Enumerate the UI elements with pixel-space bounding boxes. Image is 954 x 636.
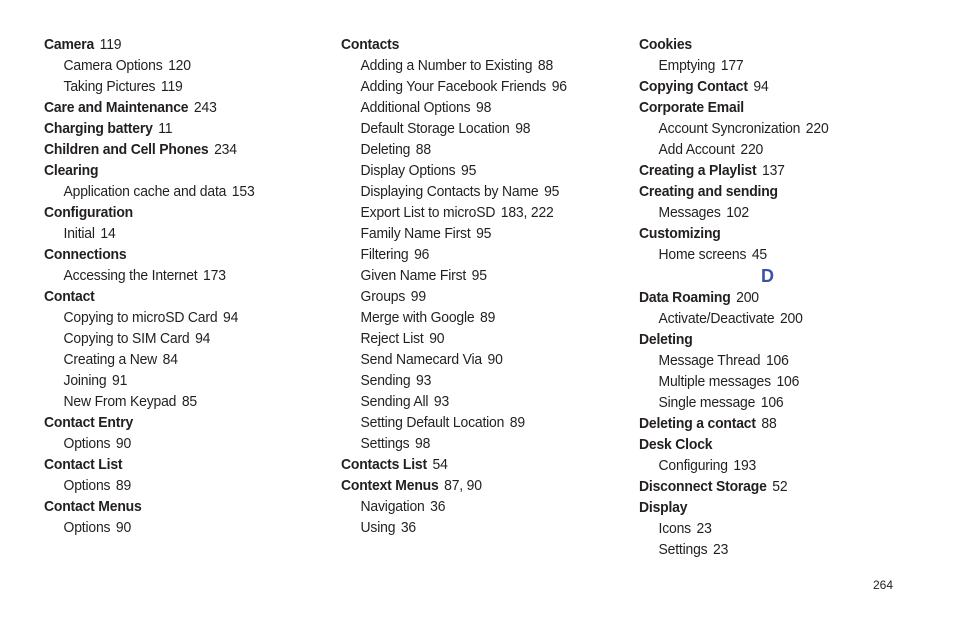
index-term: Desk Clock xyxy=(639,436,713,453)
index-subentry xyxy=(341,349,611,370)
index-term: Merge with Google xyxy=(360,309,475,326)
index-subentry xyxy=(44,475,314,496)
index-subentry xyxy=(44,328,314,349)
index-subentry xyxy=(341,433,611,454)
index-page-reference: 106 xyxy=(760,394,784,411)
index-entry xyxy=(44,97,314,118)
index-subentry xyxy=(341,370,611,391)
index-subentry xyxy=(341,202,611,223)
index-term: Home screens xyxy=(658,246,747,263)
index-term: Deleting xyxy=(360,141,411,158)
index-term: Multiple messages xyxy=(658,373,771,390)
index-page-reference: 88 xyxy=(537,57,554,74)
index-entry xyxy=(44,139,314,160)
index-page-reference: 90 xyxy=(429,330,445,347)
index-entry xyxy=(44,202,314,223)
index-term: Reject List xyxy=(360,330,424,347)
index-subentry xyxy=(341,223,611,244)
index-subentry xyxy=(44,517,314,538)
index-page-reference: 14 xyxy=(100,225,116,242)
index-term: Disconnect Storage xyxy=(639,478,767,495)
index-subentry xyxy=(44,55,314,76)
index-subentry xyxy=(341,412,611,433)
index-page-reference: 95 xyxy=(476,225,492,242)
index-subentry xyxy=(341,160,611,181)
index-subentry xyxy=(341,307,611,328)
index-term: Care and Maintenance xyxy=(44,99,189,116)
index-subentry xyxy=(639,518,909,539)
index-term: Adding Your Facebook Friends xyxy=(360,78,547,95)
index-page-reference: 89 xyxy=(480,309,496,326)
index-entry xyxy=(44,412,314,433)
index-subentry xyxy=(44,391,314,412)
index-page-reference: 200 xyxy=(779,310,803,327)
index-term: Displaying Contacts by Name xyxy=(360,183,539,200)
index-page-reference: 52 xyxy=(772,478,788,495)
index-subentry xyxy=(639,371,909,392)
index-entry xyxy=(639,287,909,308)
index-term: Settings xyxy=(360,435,410,452)
index-page-reference: 220 xyxy=(805,120,829,137)
index-page-reference: 153 xyxy=(231,183,255,200)
index-entry xyxy=(639,160,909,181)
index-term: Creating and sending xyxy=(639,183,778,200)
index-term: Messages xyxy=(658,204,721,221)
index-term: New From Keypad xyxy=(63,393,177,410)
index-term: Default Storage Location xyxy=(360,120,510,137)
index-term: Creating a Playlist xyxy=(639,162,757,179)
index-page-reference: 243 xyxy=(193,99,217,116)
index-term: Configuration xyxy=(44,204,134,221)
index-term: Creating a New xyxy=(63,351,158,368)
index-subentry xyxy=(341,55,611,76)
index-page-reference: 173 xyxy=(203,267,226,284)
index-subentry xyxy=(639,244,909,265)
index-subentry xyxy=(44,181,314,202)
index-term: Additional Options xyxy=(360,99,471,116)
index-subentry xyxy=(639,455,909,476)
page-number: 264 xyxy=(873,578,894,592)
index-term: Single message xyxy=(658,394,756,411)
index-term: Clearing xyxy=(44,162,99,179)
index-column-3 xyxy=(639,34,929,560)
index-term: Charging battery xyxy=(44,120,153,137)
index-term: Customizing xyxy=(639,225,721,242)
index-term: Initial xyxy=(63,225,95,242)
index-page-reference: 89 xyxy=(509,414,525,431)
index-page-reference: 90 xyxy=(115,435,132,452)
index-term: Children and Cell Phones xyxy=(44,141,209,158)
index-page-reference: 177 xyxy=(720,57,744,74)
index-entry xyxy=(44,244,314,265)
index-subentry xyxy=(639,118,909,139)
index-term: Accessing the Internet xyxy=(63,267,198,284)
index-subentry xyxy=(44,265,314,286)
index-term: Deleting xyxy=(639,331,693,348)
index-entry xyxy=(639,434,909,455)
index-page-reference: 119 xyxy=(99,36,122,53)
index-term: Message Thread xyxy=(658,352,761,369)
index-term: Adding a Number to Existing xyxy=(360,57,533,74)
index-entry xyxy=(341,475,611,496)
index-page-reference: 95 xyxy=(461,162,477,179)
index-term: Configuring xyxy=(658,457,728,474)
index-term: Groups xyxy=(360,288,406,305)
index-term: Settings xyxy=(658,541,708,558)
index-subentry xyxy=(341,286,611,307)
index-page-reference: 96 xyxy=(414,246,430,263)
index-subentry xyxy=(341,181,611,202)
index-subentry xyxy=(341,244,611,265)
index-term: Deleting a contact xyxy=(639,415,756,432)
index-subentry xyxy=(341,496,611,517)
index-entry xyxy=(44,34,314,55)
index-page-reference: 98 xyxy=(415,435,431,452)
index-term: Options xyxy=(63,435,111,452)
index-page-reference: 23 xyxy=(713,541,729,558)
index-page-reference: 93 xyxy=(416,372,432,389)
index-term: Application cache and data xyxy=(63,183,227,200)
index-entry xyxy=(44,454,314,475)
index-page-reference: 96 xyxy=(551,78,567,95)
index-entry xyxy=(639,329,909,350)
index-page-reference: 98 xyxy=(515,120,531,137)
index-subentry xyxy=(639,308,909,329)
index-page-reference: 23 xyxy=(696,520,712,537)
index-subentry xyxy=(44,76,314,97)
index-entry xyxy=(341,34,611,55)
index-subentry xyxy=(341,265,611,286)
index-term: Contact Entry xyxy=(44,414,134,431)
index-term: Contact xyxy=(44,288,95,305)
index-term: Add Account xyxy=(658,141,735,158)
index-term: Display Options xyxy=(360,162,456,179)
index-page-reference: 106 xyxy=(776,373,800,390)
index-entry xyxy=(44,496,314,517)
index-term: Connections xyxy=(44,246,127,263)
index-subentry xyxy=(44,307,314,328)
index-page-reference: 106 xyxy=(765,352,789,369)
index-page-reference: 89 xyxy=(115,477,132,494)
index-term: Copying Contact xyxy=(639,78,748,95)
index-subentry xyxy=(639,392,909,413)
index-page-reference: 94 xyxy=(222,309,239,326)
index-subentry xyxy=(44,349,314,370)
index-column-2 xyxy=(341,34,631,538)
index-entry xyxy=(639,34,909,55)
index-term: Family Name First xyxy=(360,225,471,242)
index-page-reference: 220 xyxy=(740,141,764,158)
index-subentry xyxy=(341,76,611,97)
index-page-reference: 95 xyxy=(471,267,487,284)
index-page-reference: 234 xyxy=(214,141,237,158)
index-page-reference: 90 xyxy=(115,519,132,536)
index-term: Icons xyxy=(658,520,691,537)
index-term: Activate/Deactivate xyxy=(658,310,775,327)
index-page-reference: 95 xyxy=(544,183,560,200)
index-page-reference: 137 xyxy=(761,162,785,179)
index-subentry xyxy=(341,517,611,538)
index-page-reference: 93 xyxy=(433,393,450,410)
index-entry xyxy=(639,97,909,118)
index-page-reference: 88 xyxy=(415,141,431,158)
index-subentry xyxy=(44,223,314,244)
index-page-reference: 99 xyxy=(410,288,426,305)
index-page-reference: 90 xyxy=(487,351,503,368)
index-page-reference: 85 xyxy=(181,393,197,410)
index-term: Account Syncronization xyxy=(658,120,801,137)
index-page-reference: 120 xyxy=(168,57,191,74)
index-subentry xyxy=(341,139,611,160)
index-subentry xyxy=(44,370,314,391)
index-page-reference: 88 xyxy=(761,415,777,432)
index-subentry xyxy=(639,539,909,560)
index-subentry xyxy=(639,202,909,223)
index-entry xyxy=(639,223,909,244)
index-term: Export List to microSD xyxy=(360,204,496,221)
index-term: Send Namecard Via xyxy=(360,351,482,368)
index-column-1 xyxy=(44,34,334,538)
index-term: Camera Options xyxy=(63,57,163,74)
index-term: Options xyxy=(63,477,111,494)
index-entry xyxy=(44,286,314,307)
index-subentry xyxy=(639,139,909,160)
index-page-reference: 183, 222 xyxy=(500,204,554,221)
index-page-reference: 36 xyxy=(400,519,417,536)
index-page-reference: 200 xyxy=(736,289,759,306)
index-subentry xyxy=(639,55,909,76)
index-page-reference: 11 xyxy=(158,120,173,137)
index-term: Taking Pictures xyxy=(63,78,156,95)
index-entry xyxy=(639,413,909,434)
index-page-reference: 87, 90 xyxy=(444,477,482,494)
index-term: Contacts xyxy=(341,36,400,53)
index-term: Corporate Email xyxy=(639,99,744,116)
index-page-reference: 119 xyxy=(160,78,183,95)
index-term: Given Name First xyxy=(360,267,467,284)
index-subentry xyxy=(44,433,314,454)
index-entry xyxy=(639,497,909,518)
index-entry xyxy=(639,76,909,97)
index-term: Filtering xyxy=(360,246,409,263)
index-term: Sending All xyxy=(360,393,429,410)
index-page-reference: 193 xyxy=(733,457,757,474)
index-page-reference: 36 xyxy=(430,498,446,515)
index-entry xyxy=(639,181,909,202)
index-term: Display xyxy=(639,499,688,516)
index-term: Emptying xyxy=(658,57,716,74)
index-page-reference: 45 xyxy=(751,246,767,263)
index-page-reference: 54 xyxy=(432,456,448,473)
index-letter-heading: D xyxy=(761,266,774,286)
index-page-reference: 102 xyxy=(726,204,749,221)
index-term: Contact List xyxy=(44,456,123,473)
index-term: Options xyxy=(63,519,111,536)
index-term: Setting Default Location xyxy=(360,414,505,431)
index-term: Data Roaming xyxy=(639,289,731,306)
index-subentry xyxy=(341,328,611,349)
index-term: Joining xyxy=(63,372,107,389)
index-subentry xyxy=(639,350,909,371)
index-term: Using xyxy=(360,519,396,536)
index-term: Sending xyxy=(360,372,411,389)
index-entry xyxy=(44,118,314,139)
index-term: Copying to SIM Card xyxy=(63,330,190,347)
index-subentry xyxy=(341,97,611,118)
index-term: Cookies xyxy=(639,36,692,53)
index-term: Camera xyxy=(44,36,95,53)
index-term: Navigation xyxy=(360,498,425,515)
index-term: Context Menus xyxy=(341,477,439,494)
index-page-reference: 94 xyxy=(753,78,769,95)
index-page-reference: 84 xyxy=(162,351,178,368)
index-page-reference: 94 xyxy=(195,330,211,347)
index-entry xyxy=(44,160,314,181)
index-subentry xyxy=(341,118,611,139)
index-term: Contacts List xyxy=(341,456,427,473)
index-entry xyxy=(341,454,611,475)
index-page-reference: 98 xyxy=(475,99,492,116)
index-subentry xyxy=(341,391,611,412)
index-term: Copying to microSD Card xyxy=(63,309,218,326)
index-entry xyxy=(639,476,909,497)
index-term: Contact Menus xyxy=(44,498,142,515)
index-page-reference: 91 xyxy=(112,372,128,389)
